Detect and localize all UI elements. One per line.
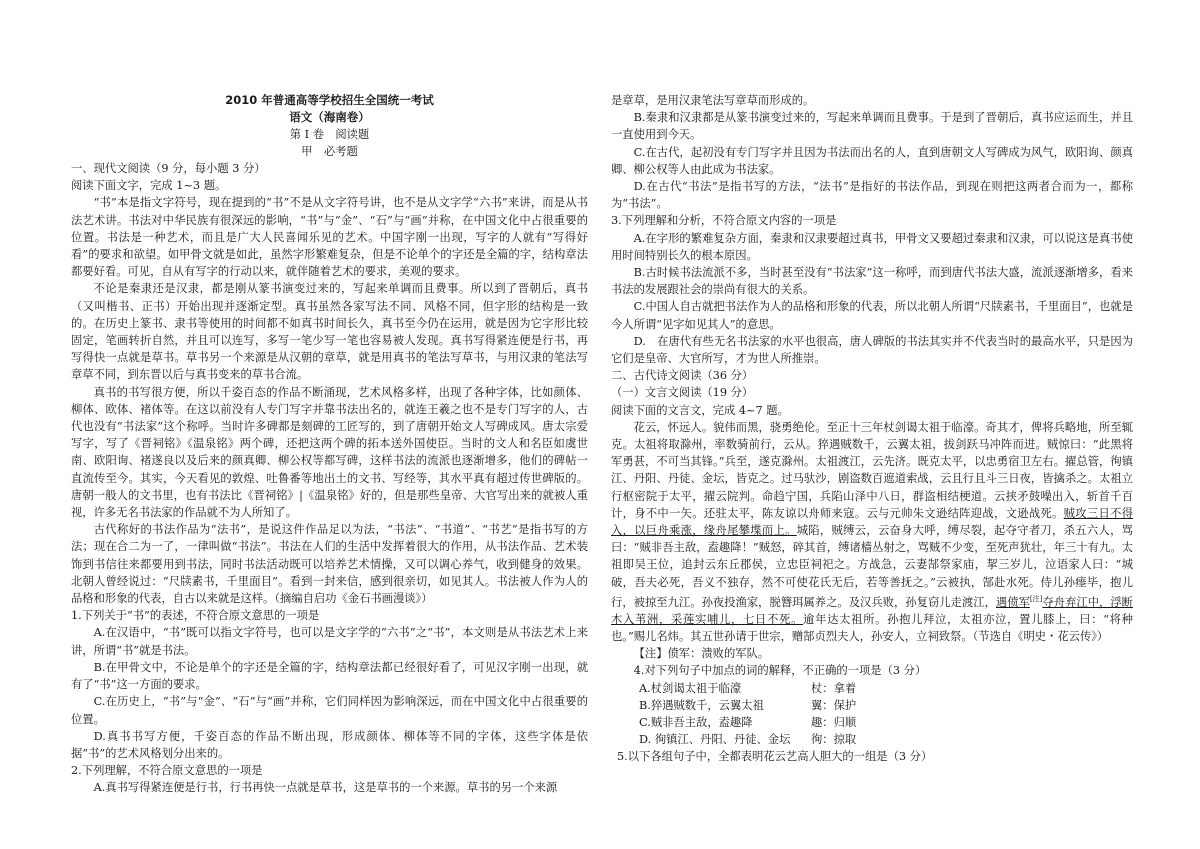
part-label: 甲 必考题 <box>301 145 358 158</box>
option-sentence: B.猝遇贼数千，云翼太祖 <box>639 698 764 712</box>
underlined-sentence: 遇偾军 <box>995 595 1030 609</box>
instruction: 阅读下面的文言文，完成 4~7 题。 <box>611 403 789 417</box>
paragraph: “书”本是指文字符号，现在提到的“书”不是从文字符号讲，也不是从文字学“六书”来讲，而是从书法艺术讲。书法对中华民族有很深远的影响，“书”与“金”、“石”与“画”并称，在中国文化中占很重要的位置。书法是一种艺术，而且是广大人民喜闻乐见的艺术。中国字刚一出现，写字的人就有“写得好看”的要求和欲望。如甲骨文就是如此，虽然字形繁难复杂，但是不论单个的字还是全篇的字，结构章法都要好看。可见，自从有写字的行动以来，就伴随着艺术的要求，美观的要求。 <box>71 196 588 279</box>
classical-passage <box>611 419 1133 645</box>
question-stem: 4.对下列句子中加点的词的解释，不正确的一项是（3 分） <box>633 664 927 678</box>
paragraph: 古代称好的书法作品为“法书”，是说这件作品足以为法，“书法”、“书道”、“书艺”是指书写的方法；现在合二为一了，一律叫做“书法”。书法在人们的生活中发挥着很大的作用，从书法作品、艺术装饰到书信往来都要用到书法，同时书法活动既可以培养艺术情操，又可以调心养气，收到健身的效果。北朝人曾经说过：“尺牍素书，千里面目”。看到一封来信，感到很亲切，如见其人。书法被人作为人的品格和形象的代表，自古以来就是这样。（摘编自启功《金石书画漫谈》） <box>71 523 588 606</box>
underlined-sentence: 夺舟弃江中，浮断木入苇洲，采莲实哺儿，七日不死。 <box>611 595 1133 626</box>
paragraph: 一、现代文阅读（9 分，每小题 3 分） <box>71 162 266 175</box>
option-gloss: 翼：保护 <box>811 698 857 712</box>
exam-subtitle: 语文（海南卷） <box>289 110 370 124</box>
paragraph: 阅读下面文字，完成 1~3 题。 <box>71 179 227 193</box>
option-sentence: D. 徇镇江、丹阳、丹徒、金坛 <box>639 733 791 747</box>
question-option: C.在历史上，“书”与“金”、“石”与“画”并称，它们同样因为影响深远，而在中国文化中占很重要的位置。 <box>71 695 588 726</box>
question-stem: 5.以下各组句子中，全都表明花云艺高人胆大的一组是（3 分） <box>617 750 933 764</box>
question-stem: 1.下列关于“书”的表述，不符合原文意思的一项是 <box>71 609 320 623</box>
question-option: A.在汉语中，“书”既可以指文字符号，也可以是文字学的“六书”之“书”，本文则是从书法艺术上来讲，所谓“书”就是书法。 <box>71 626 588 657</box>
paragraph: 是章草，是用汉隶笔法写章草而形成的。 <box>611 94 815 107</box>
question-option: B.秦隶和汉隶都是从篆书演变过来的，写起来单调而且费事。于是到了晋朝后，真书应运而生，并且一直使用到今天。 <box>611 111 1133 142</box>
question-option: D.在古代“书法”是指书写的方法，“法书”是指好的书法作品，到现在则把这两者合而为一，都称为“书法”。 <box>611 180 1133 211</box>
passage-text: 逾年达太祖所。孙抱儿拜泣，太祖亦泣，置儿膝上，曰：“将种也。”赐儿名炜。其五世孙请于世宗，赠郜贞烈夫人，孙安人，立祠致祭。（节选自《明史・花云传》） <box>611 612 1133 644</box>
footnote-marker: [注] <box>1029 594 1043 603</box>
option-row <box>611 680 1133 697</box>
question-option: A.真书写得紧连便是行书，行书再快一点就是草书，这是草书的一个来源。草书的另一个来源 <box>93 781 558 795</box>
option-row <box>611 731 1133 748</box>
exam-title: 2010 年普通高等学校招生全国统一考试 <box>225 93 434 107</box>
option-gloss: 杖：拿着 <box>811 681 857 695</box>
underlined-sentence: 贼攻三日不得入，以巨舟乘涨，缘舟尾攀堞而上。 <box>611 506 1133 538</box>
question-option: B.古时候书法流派不多，当时甚至没有“书法家”这一称呼，而到唐代书法大盛，流派逐渐增多，看来书法的发展跟社会的崇尚有很大的关系。 <box>611 266 1133 297</box>
option-sentence: A.杖剑谒太祖于临濠 <box>639 681 742 695</box>
option-gloss: 徇：掠取 <box>811 733 857 747</box>
passage-text: 花云，怀远人。貌伟而黑，骁勇绝伦。至正十三年杖剑谒太祖于临濠。奇其才，俾将兵略地，所至辄克。太祖将取滁州，率数骑前行，云从。猝遇贼数千，云翼太祖，拔剑跃马冲阵而进。贼惊曰：“此黑将军勇甚，不可当其锋。”兵至，遂克滁州。太祖渡江，云先济。既克太平，以忠勇宿卫左右。擢总管，徇镇江、丹阳、丹徒、金坛，皆克之。过马驮沙，剧盗数百遮道索战，云且行且斗三日夜，皆擒杀之。太祖立行枢密院于太平，擢云院判。命趋宁国，兵陷山泽中八日，群盗相结梗道。云挟矛鼓噪出入，斩首千百计，身不中一矢。还驻太平，陈友谅以舟师来寇。云与元帅朱文逊结阵迎战，文逊战死。 <box>611 420 1133 520</box>
paragraph: 真书的书写很方便，所以千姿百态的作品不断涌现，艺术风格多样，出现了各种字体，比如颜体、柳体、欧体、褚体等。在这以前没有人专门写字并靠书法出名的，就连王羲之也不是专门写字的人，古代也没有“书法家”这个称呼。当时许多碑都是刻碑的工匠写的，到了唐朝开始文人写碑成风。唐太宗爱写字，写了《晋祠铭》《温泉铭》两个碑，还把这两个碑的拓本送外国使臣。当时的文人和名臣如虞世南、欧阳询、褚遂良以及后来的颜真卿、柳公权等都写碑，这样书法的流派也逐渐增多，他们的碑帖一直流传至今。其实，今天看见的敦煌、吐鲁番等地出土的文书、写经等，其水平真有超过传世碑版的。唐朝一般人的文书里，也有书法比《晋祠铭》|《温泉铭》好的，但是那些皇帝、大官写出来的就被人重视，许多无名书法家的作品就不为人所知了。 <box>71 385 588 520</box>
question-stem: 3.下列理解和分析，不符合原文内容的一项是 <box>611 214 837 228</box>
option-row <box>611 697 1133 714</box>
question-option: A.在字形的繁难复杂方面，秦隶和汉隶要超过真书，甲骨文又要超过秦隶和汉隶，可以说这是真书使用时间特别长久的根本原因。 <box>611 231 1133 262</box>
question-option: D.真书书写方便，千姿百态的作品不断出现，形成颜体、柳体等不同的字体，这些字体是依据“书”的艺术风格划分出来的。 <box>71 729 588 760</box>
option-sentence: C.贼非吾主敌，盍趣降 <box>639 716 753 730</box>
volume-label: 第 I 卷 阅读题 <box>289 128 370 141</box>
question-option: C.在古代，起初没有专门写字并且因为书法而出名的人，直到唐朝文人写碑成为风气，欧阳询、颜真卿、柳公权等人由此成为书法家。 <box>611 145 1133 176</box>
option-gloss: 趣：归顺 <box>811 716 857 730</box>
exam-header <box>71 92 588 160</box>
footnote: 【注】偾军：溃败的军队。 <box>633 647 770 661</box>
section-heading: 二、古代诗文阅读（36 分） <box>611 369 754 383</box>
question-option: C.中国人自古就把书法作为人的品格和形象的代表，所以北朝人所谓“尺牍素书，千里面目”，也就是今人所谓“见字如见其人”的意思。 <box>611 300 1133 331</box>
section-heading: （一）文言文阅读（19 分） <box>611 386 754 400</box>
question-option: D. 在唐代有些无名书法家的水平也很高，唐人碑版的书法其实并不代表当时的最高水平，只是因为它们是皇帝、大官所写，才为世人所推崇。 <box>611 334 1133 366</box>
question-stem: 2.下列理解，不符合原文意思的一项是 <box>71 764 263 778</box>
left-column <box>71 160 588 797</box>
right-column <box>611 92 1133 766</box>
passage-text: 城陷，贼缚云，云奋身大呼，缚尽裂，起夺守者刀，杀五六人，骂曰：“贼非吾主敌，盍趣降！”贼怒，碎其首，缚诸樯丛射之，骂贼不少变，至死声犹壮，年三十有九。太祖即吴王位，追封云东丘郡侯，立忠臣祠祀之。方战急，云妻郜祭家庙，挈三岁儿，泣语家人曰：“城破，吾夫必死，吾义不独存，然不可使花氏无后，若等善抚之。”云被执，郜赴水死。侍儿孙瘗毕，抱儿行，被掠至九江。孙夜投渔家，脱簪珥属养之。及汉兵败，孙复窃儿走渡江， <box>611 524 1133 609</box>
question-option: B.在甲骨文中，不论是单个的字还是全篇的字，结构章法都已经很好看了，可见汉字刚一出现，就有了“书”这一方面的要求。 <box>71 660 588 692</box>
paragraph: 不论是秦隶还是汉隶，都是刚从篆书演变过来的，写起来单调而且费事。所以到了晋朝后，真书（又叫楷书、正书）开始出现并逐渐定型。真书虽然各家写法不同、风格不同，但字形的结构是一致的。在历史上篆书、隶书等使用的时间都不如真书时间长久，真书至今仍在运用，就是因为它字形比较固定，笔画转折自然，并且可以连写，多写一笔少写一笔也容易被人发现。真书写得紧连便是行书，再写得快一点就是草书。草书另一个来源是从汉朝的章草，就是用真书的笔法写草书，与用汉隶的笔法写章草不同，到东晋以后与真书变来的草书合流。 <box>71 282 588 382</box>
option-row <box>611 714 1133 731</box>
